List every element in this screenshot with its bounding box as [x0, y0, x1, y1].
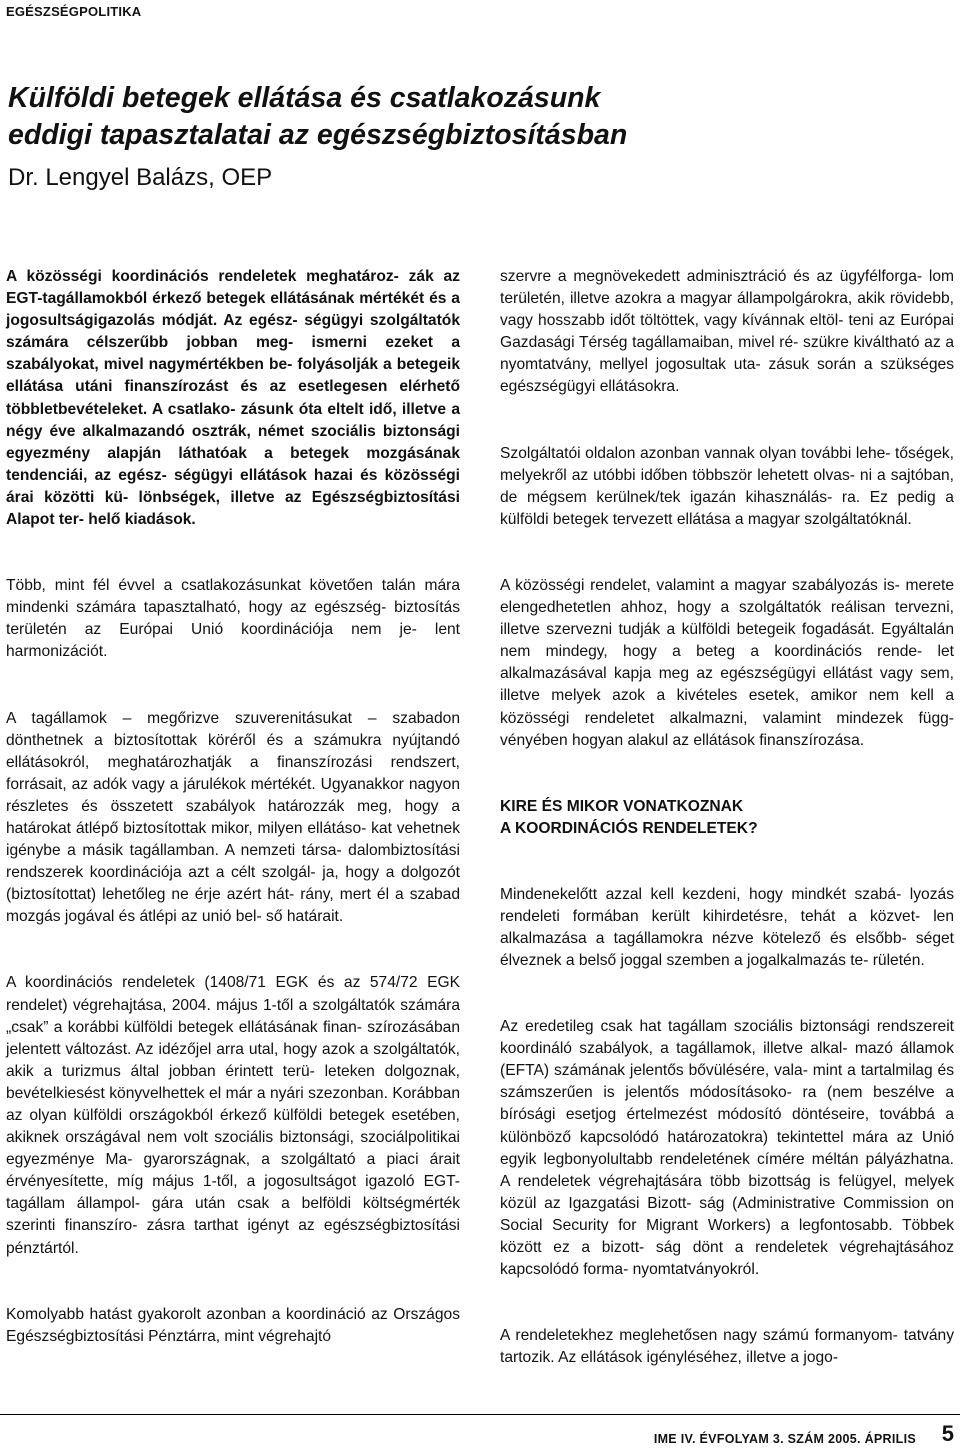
article-title-line-1: Külföldi betegek ellátása és csatlakozásunk	[8, 82, 601, 114]
section-label: EGÉSZSÉGPOLITIKA	[6, 4, 142, 19]
body-paragraph-9: Az eredetileg csak hat tagállam szociális biztonsági rendszereit koordináló szabályok, a tagállamok, illetve alkal- mazó államok (EFTA) számának jelentős bővülésére, vala- mint a tartalmilag és számszerűen is jelentős módosításoko- ra (nem beszélve a bírósági esetjog értelmezést módosító döntéseire, továbbá a különböző kapcsolódó határozatokra) tekintettel mára az Unió egyik legbonyolultabb rendeletének címére méltán pályázhatna. A rendeletek végrehajtására több bizottság is felügyel, melyek közül az Igazgatási Bizott- ság (Administrative Commission on Social Security for Migrant Workers) a legfontosabb. Többek között ez a bizott- ság dönt a rendeletek végrehajtásához kapcsolódó forma- nyomtatványokról.	[500, 1018, 954, 1279]
body-paragraph-8: Mindenekelőtt azzal kell kezdeni, hogy mindkét szabá- lyozás rendeleti formában került kihirdetésre, tehát a közvet- len alkalmazása a tagállamokra nézve kötelező és elsőbb- séget élveznek a belső joggal szemben a jogalkalmazás te- rületén.	[500, 885, 954, 969]
article-title	[8, 80, 908, 154]
footer-divider	[0, 1414, 960, 1415]
body-paragraph-4: Komolyabb hatást gyakorolt azonban a koordináció az Országos Egészségbiztosítási Pénztárra, mint végrehajtó	[6, 1305, 460, 1345]
body-paragraph-5: szervre a megnövekedett adminisztráció és az ügyfélforga- lom területén, illetve azokra a magyar állampolgárokra, akik rövidebb, vagy hosszabb időt töltöttek, vagy kívánnak eltöl- teni az Európai Gazdasági Térség tagállamaiban, mivel ré- szükre kiváltható az a nyomtatvány, mellyel jogosultak uta- zásuk során a szükséges egészségügyi ellátásokra.	[500, 268, 954, 396]
body-paragraph-1: Több, mint fél évvel a csatlakozásunkat követően talán mára mindenki számára tapasztalható, hogy az egészség- biztosítás területén az Európai Unió koordinációja nem je- lent harmonizációt.	[6, 577, 460, 661]
left-column	[6, 266, 460, 1348]
body-paragraph-7: A közösségi rendelet, valamint a magyar szabályozás is- merete elengedhetetlen ahhoz, hogy a szolgáltatók reálisan tervezni, illetve szervezni tudják a külföldi betegeik fogadását. Egyáltalán nem mindegy, hogy a beteg a koordinációs rende- let alkalmazásával kapja meg az egészségügyi ellátást vagy sem, illetve melyek azok a kivételes esetek, amikor nem kell a közösségi rendeletet alkalmazni, valamint mindezek függ- vényében hogyan alakul az ellátások finanszírozása.	[500, 576, 954, 749]
section-heading-line-2: A KOORDINÁCIÓS RENDELETEK?	[500, 819, 758, 837]
page-number: 5	[941, 1421, 954, 1446]
section-heading	[500, 796, 954, 840]
article-author: Dr. Lengyel Balázs, OEP	[8, 164, 273, 191]
section-heading-line-1: KIRE ÉS MIKOR VONATKOZNAK	[500, 797, 744, 815]
body-paragraph-6: Szolgáltatói oldalon azonban vannak olyan további lehe- tőségek, melyekről az utóbbi időben többször lehetett olvas- ni a sajtóban, de mégsem kerülnek/tek igazán kihasználás- ra. Ez pedig a külföldi betegek tervezett ellátása a magyar szolgáltatóknál.	[500, 444, 954, 528]
right-column	[500, 266, 954, 1369]
lead-paragraph: A közösségi koordinációs rendeletek meghatároz- zák az EGT-tagállamokból érkező betegek ellátásának mértékét és a jogosultságigazolás módját. Az egész- ségügyi szolgáltatók számára célszerűbb jobban meg- ismerni ezeket a szabályokat, mivel nagymértékben be- folyásolják a betegeik ellátása utáni finanszírozást és az esetlegesen elérhető többletbevételeket. A csatlako- zásunk óta eltelt idő, illetve a négy éve alkalmazandó osztrák, német szociális biztonsági egyezmény alapján láthatóak a betegek mozgásának tendenciái, az egész- ségügyi ellátások hazai és közösségi árai közötti kü- lönbségek, illetve az Egészségbiztosítási Alapot ter- helő kiadások.	[6, 268, 460, 529]
body-paragraph-10: A rendeletekhez meglehetősen nagy számú formanyom- tatvány tartozik. Az ellátások igényléséhez, illetve a jogo-	[500, 1327, 954, 1367]
article-title-line-2: eddigi tapasztalatai az egészségbiztosításban	[8, 119, 628, 151]
journal-footer: IME IV. ÉVFOLYAM 3. SZÁM 2005. ÁPRILIS	[653, 1432, 916, 1446]
body-paragraph-2: A tagállamok – megőrizve szuverenitásukat – szabadon dönthetnek a biztosítottak köréről és a számukra nyújtandó ellátásokról, meghatározhatják a finanszírozási rendszert, forrásait, az adók vagy a járulékok mértékét. Ugyanakkor nagyon részletes és összetett szabályok határozzák meg, hogy a határokat átlépő biztosítottak mikor, milyen ellátáso- kat vehetnek igénybe a másik tagállamban. A nemzeti társa- dalombiztosítási rendszerek koordinációja azt a célt szolgál- ja, hogy a dolgozót (biztosítottat) lehetőleg ne érje azért hát- rány, mert él a szabad mozgás jogával és átlépi az unió bel- ső határait.	[6, 709, 460, 926]
body-paragraph-3: A koordinációs rendeletek (1408/71 EGK és az 574/72 EGK rendelet) végrehajtása, 2004. május 1-től a szolgáltatók számára „csak” a korábbi külföldi betegek ellátásának finan- szírozásában jelentett változást. Az idézőjel arra utal, hogy azok a szolgáltatók, akik a turizmus által jobban érintett terü- leteken dolgoznak, bevételkiesést könyvelhettek el már a nyári szezonban. Korábban az olyan külföldi országokból érkező külföldi betegek esetében, akiknek országával nem volt szociális biztonsági, szociálpolitikai egyezménye Ma- gyarországnak, a szolgáltató a piaci árait érvényesítette, míg május 1-től, a jogosultságot igazoló EGT-tagállam állampol- gára után csak a belföldi költségmérték szerinti finanszíro- zásra tarthat igényt az egészségbiztosítási pénztártól.	[6, 974, 460, 1257]
